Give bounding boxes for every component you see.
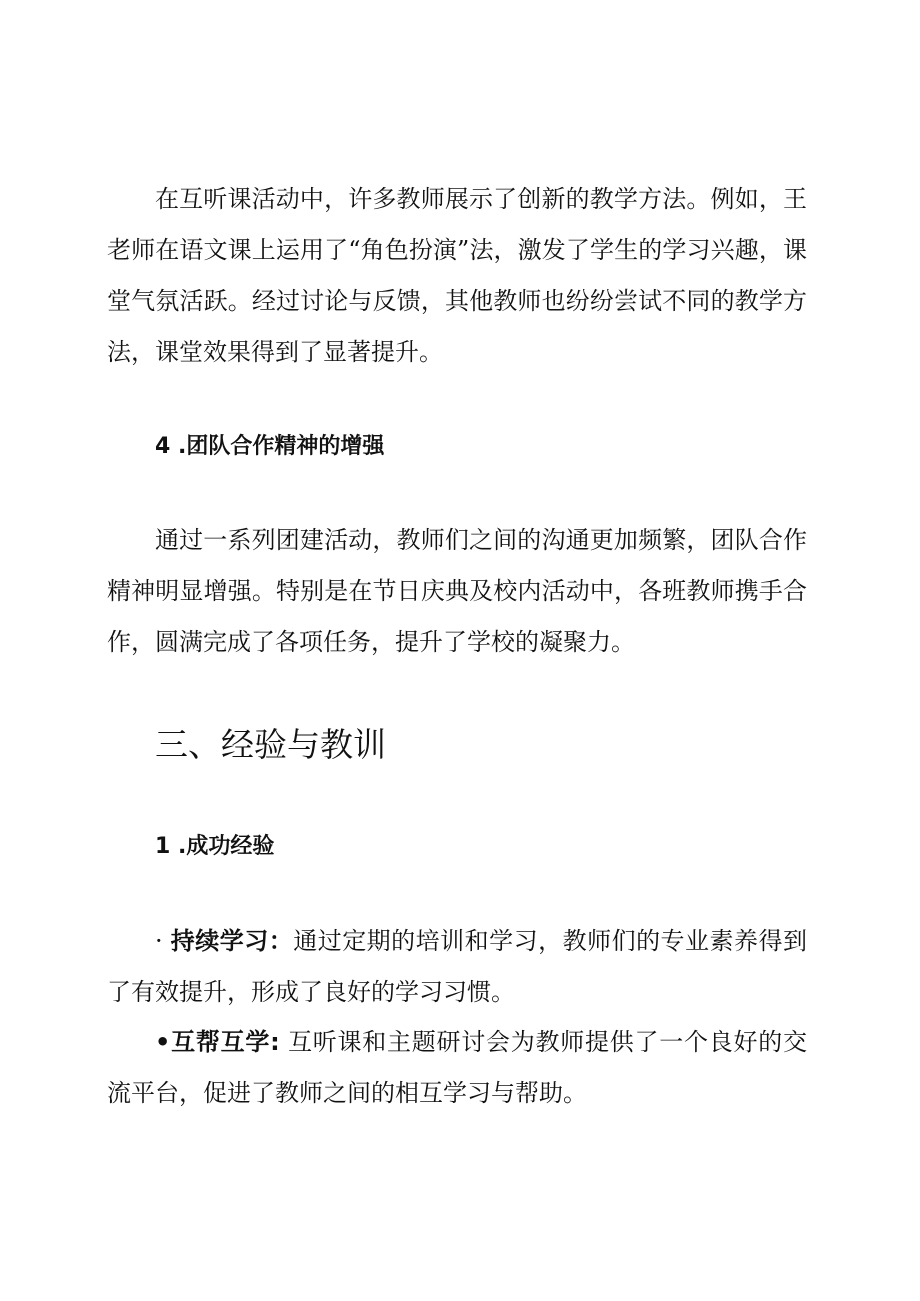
paragraph-team-building: 通过一系列团建活动，教师们之间的沟通更加频繁，团队合作精神明显增强。特别是在节日庆典及校内活动中，各班教师携手合作，圆满完成了各项任务，提升了学校的凝聚力。	[107, 526, 807, 656]
bullet-marker: ·	[155, 927, 163, 955]
bullet-item-continuous-learning	[107, 916, 807, 1018]
bullet-marker: •	[155, 1028, 171, 1056]
bullet-text: 互听课和主题研讨会为教师提供了一个良好的交流平台，促进了教师之间的相互学习与帮助。	[107, 1028, 807, 1107]
bullet-label: 持续学习：	[170, 927, 294, 955]
bullet-item-mutual-help	[107, 1017, 807, 1119]
bullet-text: 通过定期的培训和学习，教师们的专业素养得到了有效提升，形成了良好的学习习惯。	[107, 927, 808, 1006]
section-title-experience: 三、经验与教训	[155, 725, 386, 764]
paragraph-innovative-teaching: 在互听课活动中，许多教师展示了创新的教学方法。例如，王老师在语文课上运用了“角色扮演”法，激发了学生的学习兴趣，课堂气氛活跃。经过讨论与反馈，其他教师也纷纷尝试不同的教学方法，课堂效果得到了显著提升。	[107, 185, 807, 366]
bullet-label: 互帮互学:	[170, 1028, 280, 1056]
heading-success-experience: 1 .成功经验	[155, 834, 275, 859]
heading-teamwork: 4 .团队合作精神的增强	[155, 434, 385, 459]
